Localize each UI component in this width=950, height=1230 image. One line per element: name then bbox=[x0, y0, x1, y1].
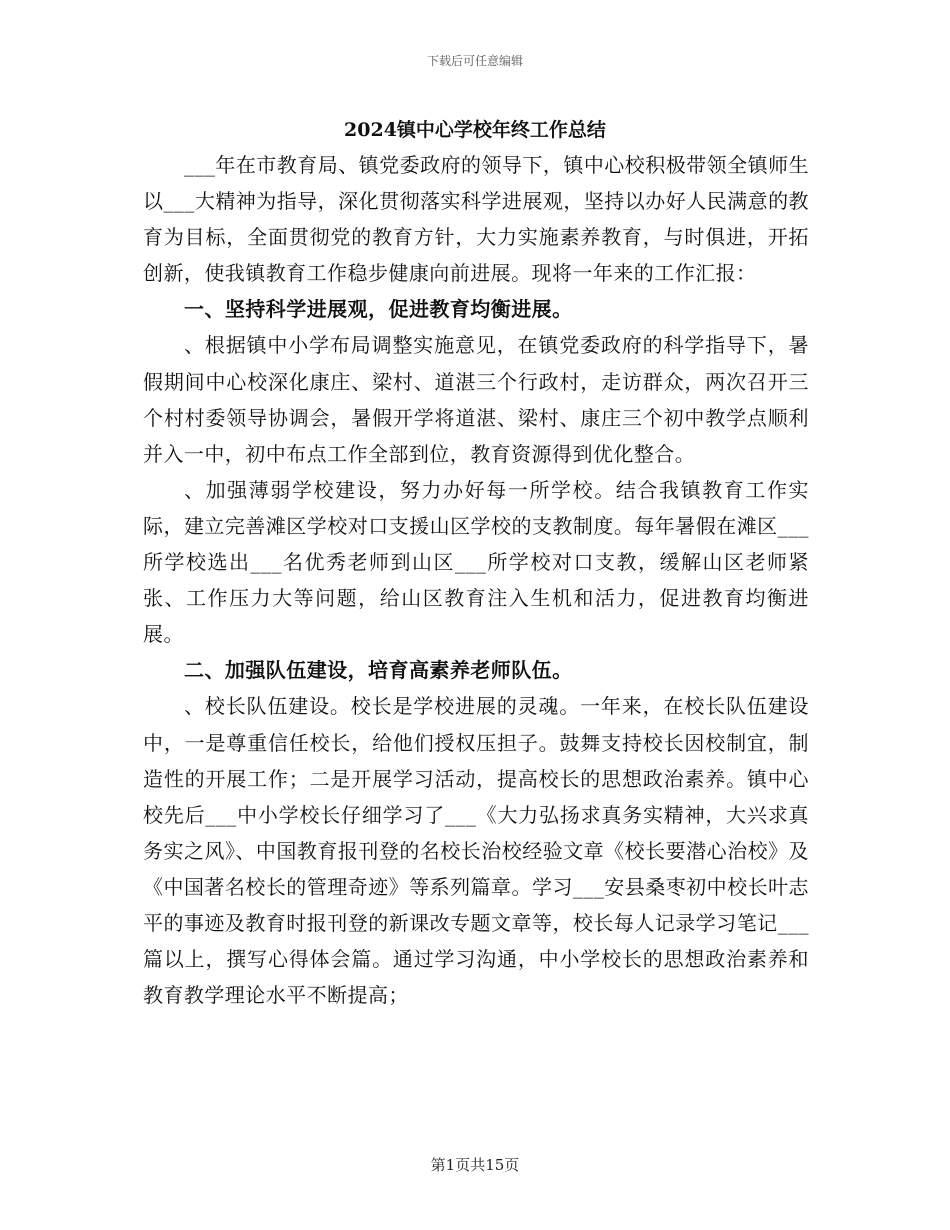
intro-paragraph: ___年在市教育局、镇党委政府的领导下，镇中心校积极带领全镇师生以___大精神为指导，深化贯彻落实科学进展观，坚持以办好人民满意的教育为目标，全面贯彻党的教育方针，大力实施素养教育，与时俱进，开拓创新，使我镇教育工作稳步健康向前进展。现将一年来的工作汇报： bbox=[143, 153, 809, 286]
section-2-paragraph-1: 、校长队伍建设。校长是学校进展的灵魂。一年来，在校长队伍建设中，一是尊重信任校长，给他们授权压担子。鼓舞支持校长因校制宜，制造性的开展工作；二是开展学习活动，提高校长的思想政治素养。镇中心校先后___中小学校长仔细学习了___《大力弘扬求真务实精神，大兴求真务实之风》、中国教育报刊登的名校长治校经验文章《校长要潜心治校》及《中国著名校长的管理奇迹》等系列篇章。学习___安县桑枣初中校长叶志平的事迹及教育时报刊登的新课改专题文章等，校长每人记录学习笔记___篇以上，撰写心得体会篇。通过学习沟通，中小学校长的思想政治素养和教育教学理论水平不断提高； bbox=[143, 694, 809, 1008]
page-number: 第1页共15页 bbox=[430, 1156, 520, 1174]
section-1-paragraph-1: 、根据镇中小学布局调整实施意见，在镇党委政府的科学指导下，暑假期间中心校深化康庄、梁村、道湛三个行政村，走访群众，两次召开三个村村委领导协调会，暑假开学将道湛、梁村、康庄三个初中教学点顺利并入一中，初中布点工作全部到位，教育资源得到优化整合。 bbox=[143, 333, 809, 466]
page-header-note: 下载后可任意编辑 bbox=[426, 54, 523, 68]
document-body bbox=[143, 147, 809, 1013]
document-title: 2024镇中心学校年终工作总结 bbox=[344, 119, 606, 141]
section-1-paragraph-2: 、加强薄弱学校建设，努力办好每一所学校。结合我镇教育工作实际，建立完善滩区学校对口支援山区学校的支教制度。每年暑假在滩区___所学校选出___名优秀老师到山区___所学校对口支教，缓解山区老师紧张、工作压力大等问题，给山区教育注入生机和活力，促进教育均衡进展。 bbox=[143, 477, 809, 647]
section-heading-2: 二、加强队伍建设，培育高素养老师队伍。 bbox=[184, 658, 573, 683]
section-heading-1: 一、坚持科学进展观，促进教育均衡进展。 bbox=[184, 297, 573, 322]
